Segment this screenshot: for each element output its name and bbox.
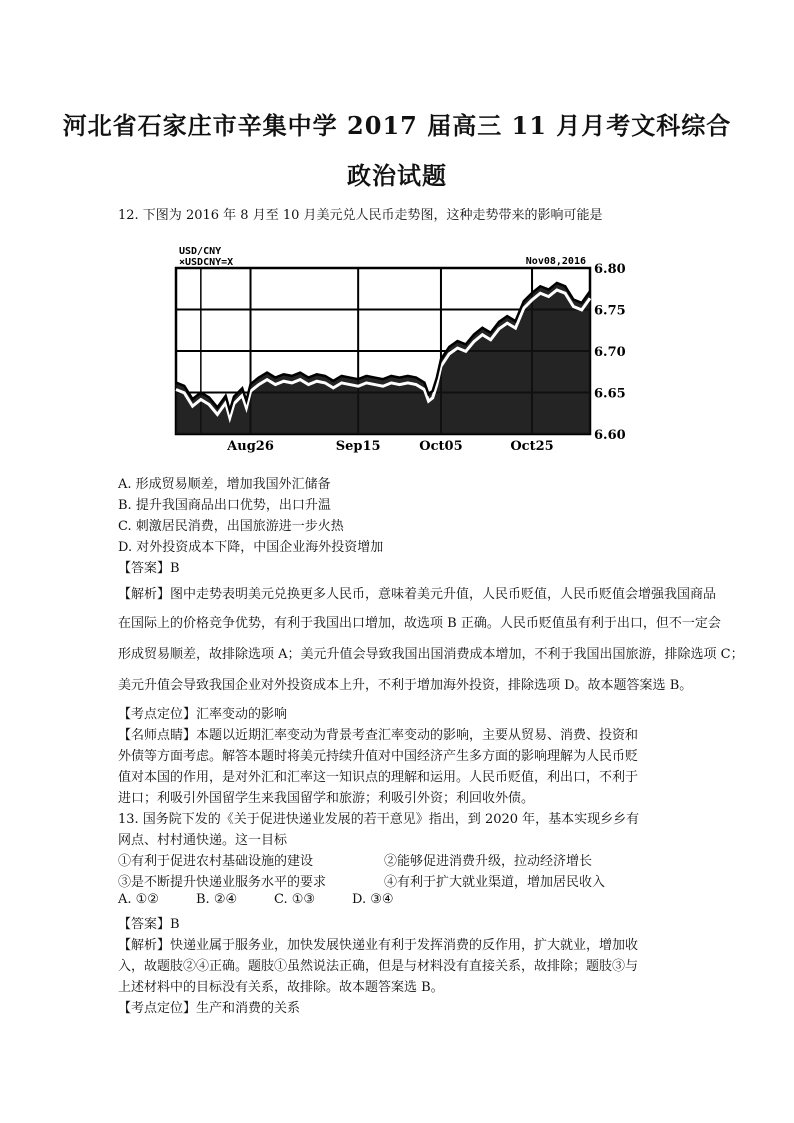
q12-analysis-line1: 【解析】图中走势表明美元兑换更多人民币，意味着美元升值，人民币贬值，人民币贬值会增强我国商品 <box>118 587 717 602</box>
y-tick-label: 6.80 <box>594 262 626 277</box>
usd-cny-chart <box>170 238 640 454</box>
q13-item-1: ①有利于促进农村基础设施的建设 <box>118 854 314 869</box>
x-tick-label: Oct05 <box>419 439 463 454</box>
q13-choice-c: C. ①③ <box>274 892 316 907</box>
page-title: 河北省石家庄市辛集中学 2017 届高三 11 月月考文科综合 <box>62 111 732 140</box>
q12-analysis-line4: 美元升值会导致我国企业对外投资成本上升，不利于增加海外投资，排除选项 D。故本题答案选 B。 <box>118 678 693 693</box>
q13-item-2: ②能够促进消费升级，拉动经济增长 <box>384 854 593 869</box>
q12-analysis-line2: 在国际上的价格竞争优势，有利于我国出口增加，故选项 B 正确。人民币贬值虽有利于出口，但不一定会 <box>118 616 721 631</box>
q12-mingshi-line3: 值对本国的作用，是对外汇和汇率这一知识点的理解和运用。人民币贬值，利出口，不利于 <box>118 770 639 785</box>
q12-option-d: D. 对外投资成本下降，中国企业海外投资增加 <box>118 540 384 555</box>
q13-kaodian: 【考点定位】生产和消费的关系 <box>118 1001 301 1016</box>
q12-analysis-line3: 形成贸易顺差，故排除选项 A；美元升值会导致我国出国消费成本增加，不利于我国出国旅游，排除选项 C； <box>118 647 744 662</box>
q13-analysis-line2: 入，故题肢②④正确。题肢①虽然说法正确，但是与材料没有直接关系，故排除；题肢③与 <box>118 959 639 974</box>
q12-kaodian: 【考点定位】汇率变动的影响 <box>118 707 288 722</box>
legend-label: USD/CNY <box>179 246 222 257</box>
page-subtitle: 政治试题 <box>347 161 447 190</box>
x-tick-label: Aug26 <box>227 439 274 454</box>
x-tick-label: Oct25 <box>510 439 554 454</box>
q13-analysis-line1: 【解析】快递业属于服务业，加快发展快递业有利于发挥消费的反作用，扩大就业，增加收 <box>118 938 639 953</box>
q13-choice-d: D. ③④ <box>352 892 394 907</box>
q12-option-c: C. 刺激居民消费，出国旅游进一步火热 <box>118 519 344 534</box>
chart-svg <box>170 238 640 454</box>
legend-label: ×USDCNY=X <box>179 257 234 268</box>
q12-option-b: B. 提升我国商品出口优势，出口升温 <box>118 498 331 513</box>
q12-mingshi-line2: 外债等方面考虑。解答本题时将美元持续升值对中国经济产生多方面的影响理解为人民币贬 <box>118 749 639 764</box>
q13-item-4: ④有利于扩大就业渠道，增加居民收入 <box>384 875 606 890</box>
chart-date-label: Nov08,2016 <box>525 256 586 267</box>
x-tick-label: Sep15 <box>335 439 381 454</box>
y-tick-label: 6.60 <box>594 428 626 443</box>
q13-choice-a: A. ①② <box>118 892 159 907</box>
q13-item-3: ③是不断提升快递业服务水平的要求 <box>118 875 327 890</box>
q13-answer: 【答案】B <box>118 917 180 932</box>
q13-stem-line1: 13. 国务院下发的《关于促进快递业发展的若干意见》指出，到 2020 年，基本实现乡乡有 <box>118 812 640 827</box>
y-tick-label: 6.70 <box>594 345 626 360</box>
y-tick-label: 6.65 <box>594 386 626 402</box>
q12-stem: 12. 下图为 2016 年 8 月至 10 月美元兑人民币走势图，这种走势带来的影响可能是 <box>118 208 603 223</box>
q12-option-a: A. 形成贸易顺差，增加我国外汇储备 <box>118 477 331 492</box>
q13-stem-line2: 网点、村村通快递。这一目标 <box>118 833 288 848</box>
q13-analysis-line3: 上述材料中的目标没有关系，故排除。故本题答案选 B。 <box>118 980 444 995</box>
q12-mingshi-line4: 进口；利吸引外国留学生来我国留学和旅游；利吸引外资；利回收外债。 <box>118 791 535 806</box>
q12-mingshi-line1: 【名师点睛】本题以近期汇率变动为背景考查汇率变动的影响，主要从贸易、消费、投资和 <box>118 728 639 743</box>
q13-choice-b: B. ②④ <box>196 892 238 907</box>
y-tick-label: 6.75 <box>594 303 626 319</box>
q12-answer: 【答案】B <box>118 561 180 576</box>
